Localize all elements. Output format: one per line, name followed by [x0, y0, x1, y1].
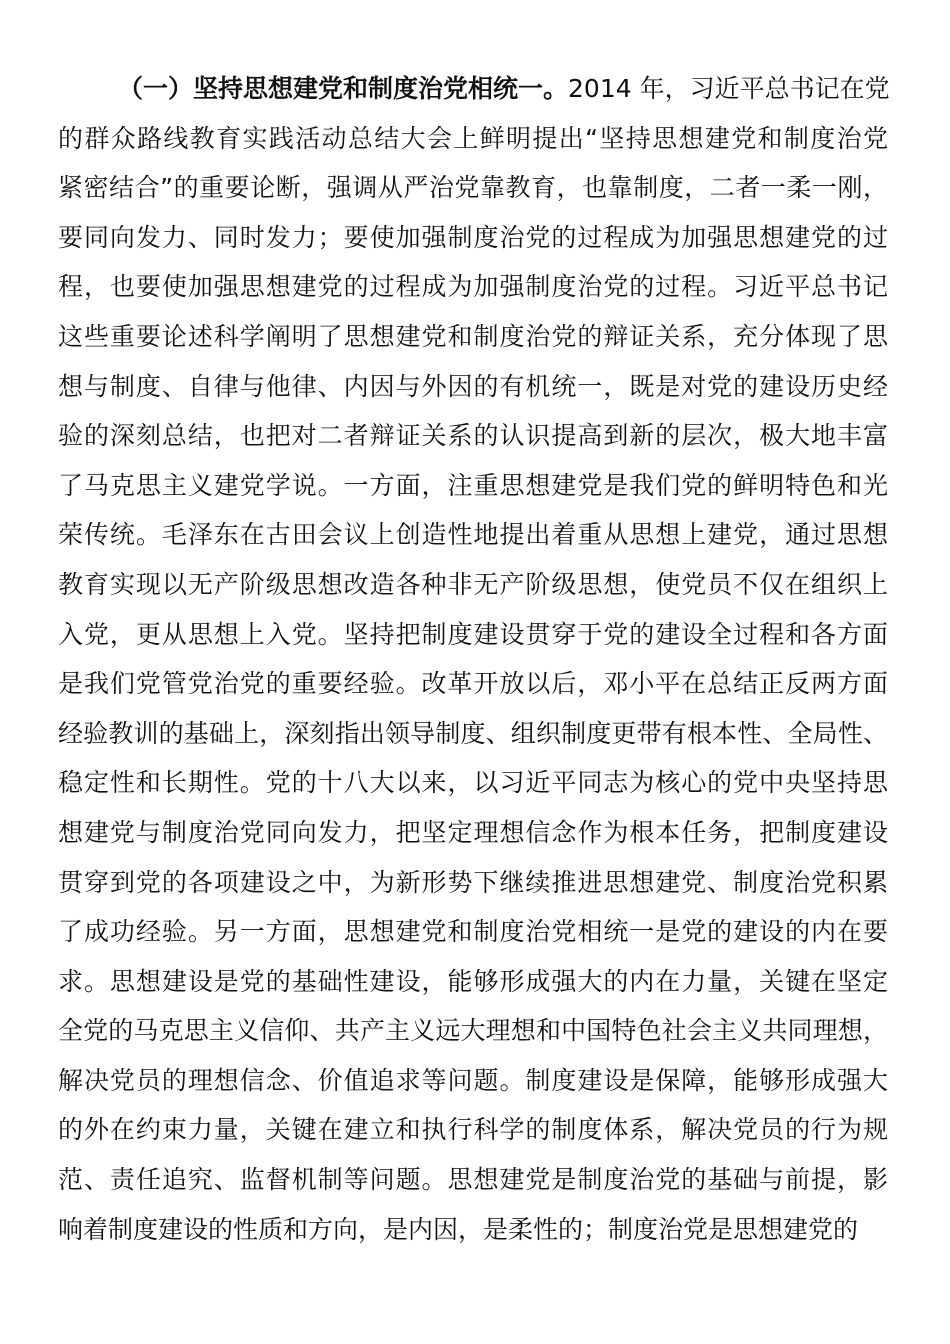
text-line: 了成功经验。另一方面，思想建党和制度治党相统一是党的建设的内在要 — [58, 917, 888, 947]
text-line: 2014 年，习近平总书记在党 — [568, 74, 890, 103]
text-line: 响着制度建设的性质和方向，是内因，是柔性的；制度治党是思想建党的 — [58, 1214, 859, 1244]
text-line: 教育实现以无产阶级思想改造各种非无产阶级思想，使党员不仅在组织上 — [58, 569, 888, 599]
text-line: 紧密结合”的重要论断，强调从严治党靠教育，也靠制度，二者一柔一刚， — [58, 173, 888, 203]
text-line: 入党，更从思想上入党。坚持把制度建设贯穿于党的建设全过程和各方面 — [58, 619, 888, 649]
text-line: 验的深刻总结，也把对二者辩证关系的认识提高到新的层次，极大地丰富 — [58, 421, 888, 451]
text-line: 贯穿到党的各项建设之中，为新形势下继续推进思想建党、制度治党积累 — [58, 867, 888, 897]
text-line: 的群众路线教育实践活动总结大会上鲜明提出“坚持思想建党和制度治党 — [58, 123, 888, 153]
text-line: 想与制度、自律与他律、内因与外因的有机统一，既是对党的建设历史经 — [58, 371, 888, 401]
text-line: 解决党员的理想信念、价值追求等问题。制度建设是保障，能够形成强大 — [58, 1065, 888, 1095]
text-line: 程，也要使加强思想建党的过程成为加强制度治党的过程。习近平总书记 — [58, 272, 888, 302]
text-line: 了马克思主义建党学说。一方面，注重思想建党是我们党的鲜明特色和光 — [58, 470, 888, 500]
text-line: 这些重要论述科学阐明了思想建党和制度治党的辩证关系，充分体现了思 — [58, 321, 888, 351]
text-line: 经验教训的基础上，深刻指出领导制度、组织制度更带有根本性、全局性、 — [58, 718, 888, 748]
text-line: 全党的马克思主义信仰、共产主义远大理想和中国特色社会主义共同理想， — [58, 1016, 888, 1046]
text-line: 荣传统。毛泽东在古田会议上创造性地提出着重从思想上建党，通过思想 — [58, 520, 888, 550]
text-line: 的外在约束力量，关键在建立和执行科学的制度体系，解决党员的行为规 — [58, 1115, 888, 1145]
text-line: 求。思想建设是党的基础性建设，能够形成强大的内在力量，关键在坚定 — [58, 966, 888, 996]
text-line: 要同向发力、同时发力；要使加强制度治党的过程成为加强思想建党的过 — [58, 222, 888, 252]
section-heading: （一）坚持思想建党和制度治党相统一。 — [118, 74, 569, 103]
body-text — [58, 64, 888, 1254]
paragraph-first-line — [58, 64, 888, 114]
text-line: 是我们党管党治党的重要经验。改革开放以后，邓小平在总结正反两方面 — [58, 669, 888, 699]
text-line: 想建党与制度治党同向发力，把坚定理想信念作为根本任务，把制度建设 — [58, 817, 888, 847]
text-line: 范、责任追究、监督机制等问题。思想建党是制度治党的基础与前提，影 — [58, 1165, 888, 1195]
text-line: 稳定性和长期性。党的十八大以来，以习近平同志为核心的党中央坚持思 — [58, 768, 888, 798]
